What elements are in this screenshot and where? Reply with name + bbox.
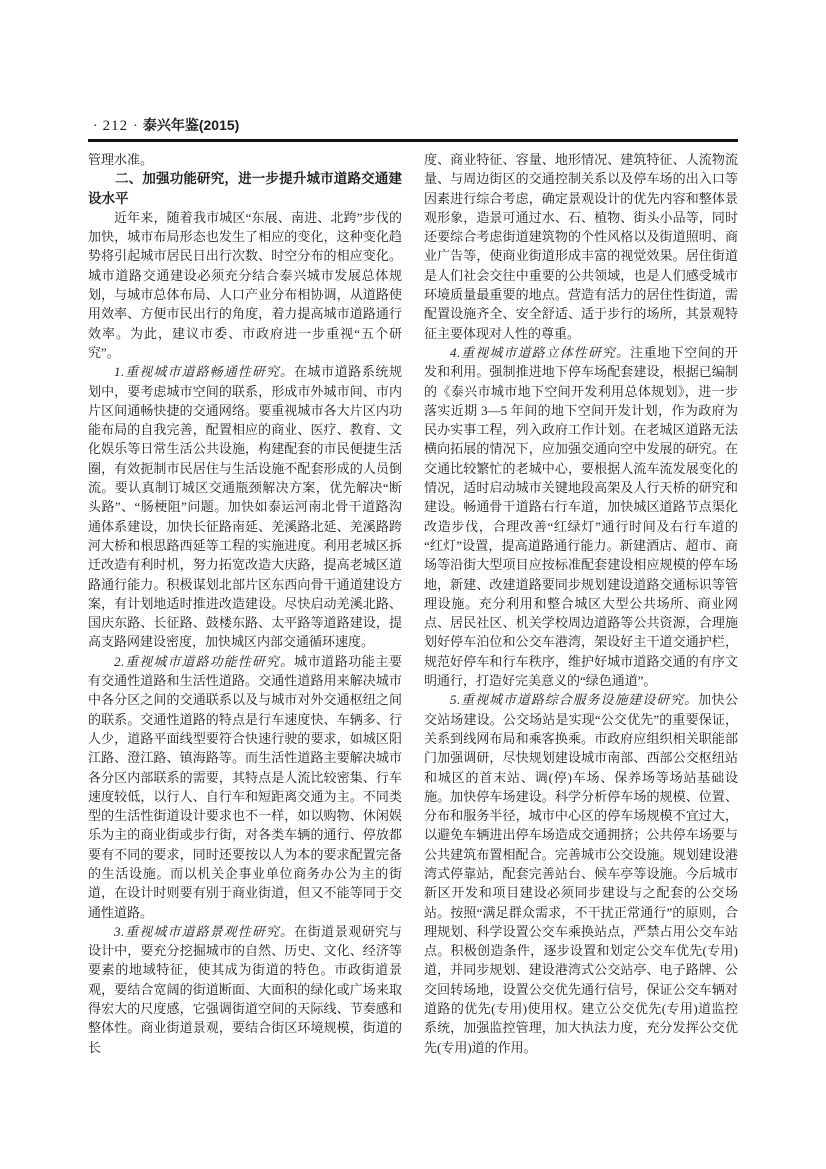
text-body (88, 150, 738, 1065)
item-text: 城市道路功能主要有交通性道路和生活性道路。交通性道路用来解决城市中各分区之间的交通联系以及与城市对外交通枢纽之间的联系。交通性道路的特点是行车速度快、车辆多、行人少，道路平面线型要符合快速行驶的要求，如城区阳江路、澄江路、镇海路等。而生活性道路主要解决城市各分区内部联系的需要，其特点是人流比较密集、行车速度较低，以行人、自行车和短距离交通为主。不同类型的生活性街道设计要求也不一样，如以购物、休闲娱乐为主的商业街或步行街，对各类车辆的通行、停放都要有不同的要求，同时还要按以人为本的要求配置完备的生活设施。而以机关企事业单位商务办公为主的街道，在设计时则要有别于商业街道，但又不能等同于交通性道路。 (88, 653, 402, 920)
item-paragraph (88, 652, 402, 922)
body-paragraph: 管理水准。 (88, 152, 154, 167)
item-lead: 1.重视城市道路畅通性研究。 (114, 364, 295, 380)
item-lead: 3.重视城市道路景观性研究。 (114, 923, 295, 939)
item-lead: 4.重视城市道路立体性研究。 (450, 344, 631, 360)
column-right (424, 150, 738, 1065)
body-paragraph: 度、商业特征、容量、地形情况、建筑特征、人流物流量、与周边街区的交通控制关系以及停车场的出入口等因素进行综合考虑，确定景观设计的优先内容和整体景观形象，造景可通过水、石、植物、街头小品等，同时还要综合考虑街道建筑物的个性风格以及街道照明、商业广告等，使商业街道形成丰富的视觉效果。居住街道是人们社会交往中重要的公共领域，也是人们感受城市环境质量最重要的地点。营造有活力的居住性街道，需配置设施齐全、安全舒适、适于步行的场所，其景观特征主要体现对人性的尊重。 (424, 152, 738, 341)
item-paragraph (424, 690, 738, 1057)
item-paragraph (424, 343, 738, 690)
column-left (88, 150, 402, 1065)
header-right-dot: · (133, 119, 138, 134)
item-text: 加快公交站场建设。公交场站是实现“公交优先”的重要保证，关系到线网布局和乘客换乘。市政府应组织相关职能部门加强调研，尽快规划建设城市南部、西部公交枢纽站和城区的首末站、调(停)车场、保养场等场站基础设施。加快停车场建设。科学分析停车场的规模、位置、分布和服务半径，城市中心区的停车场规模不宜过大，以避免车辆进出停车场造成交通拥挤；公共停车场要与公共建筑布置相配合。完善城市公交设施。规划建设港湾式停靠站，配套完善站台、候车亭等设施。今后城市新区开发和项目建设必须同步建设与之配套的公交场站。按照“满足群众需求，不干扰正常通行”的原则，合理规划、科学设置公交车乘换站点，严禁占用公交车站点。积极创造条件，逐步设置和划定公交车优先(专用)道，并同步规划、建设港湾式公交站亭、电子路牌、公交回转场地，设置公交优先通行信号，保证公交车辆对道路的优先(专用)使用权。建立公交优先(专用)道监控系统，加强监控管理，加大执法力度，充分发挥公交优先(专用)道的作用。 (424, 692, 738, 1055)
book-title: 泰兴年鉴(2015) (142, 117, 240, 133)
item-lead: 5.重视城市道路综合服务设施建设研究。 (450, 692, 699, 708)
header-left-dot: · (93, 119, 98, 134)
item-lead: 2.重视城市道路功能性研究。 (114, 653, 295, 669)
item-paragraph (88, 922, 402, 1057)
item-text: 注重地下空间的开发和利用。强制推进地下停车场配套建设，根据已编制的《泰兴市城市地下空间开发利用总体规划》，进一步落实近期 3—5 年间的地下空间开发计划，作为政府为民办实事工程，列入政府工作计划。在老城区道路无法横向拓展的情况下，应加强交通向空中发展的研究。在交通比较繁忙的老城中心，要根据人流车流发展变化的情况，适时启动城市关键地段高架及人行天桥的研究和建设。畅通骨干道路右行车道，加快城区道路节点渠化改造步伐，合理改善“红绿灯”通行时间及右行车道的“红灯”设置，提高道路通行能力。新建酒店、超市、商场等沿街大型项目应按标准配套建设相应规模的停车场地，新建、改建道路要同步规划建设道路交通标识等管理设施。充分利用和整合城区大型公共场所、商业网点、居民社区、机关学校周边道路等公共资源，合理施划好停车泊位和公交车港湾，架设好主干道交通护栏，规范好停车和行车秩序，维护好城市道路交通的有序文明通行，打造好完美意义的“绿色通道”。 (424, 344, 738, 689)
running-head (88, 116, 738, 136)
item-text: 在城市道路系统规划中，要考虑城市空间的联系，形成市外城市间、市内片区间通畅快捷的交通网络。要重视城市各大片区内功能布局的自我完善，配置相应的商业、医疗、教育、文化娱乐等日常生活公共设施，构建配套的市民便捷生活圈，有效扼制市民居住与生活设施不配套形成的人员倒流。要认真制订城区交通瓶颈解决方案，优先解决“断头路”、“肠梗阻”问题。加快如泰运河南北骨干道路沟通体系建设，加快长征路南延、羌溪路北延、羌溪路跨河大桥和根思路西延等工程的实施进度。利用老城区拆迁改造有利时机，努力拓宽改造大庆路，提高老城区道路通行能力。积极谋划北部片区东西向骨干通道建设方案，有计划地适时推进改造建设。尽快启动羌溪北路、国庆东路、长征路、鼓楼东路、太平路等道路建设，提高支路网建设密度，加快城区内部交通循环速度。 (88, 364, 402, 650)
page-number: 212 (102, 118, 129, 134)
section-heading: 二、加强功能研究，进一步提升城市道路交通建设水平 (88, 171, 402, 206)
item-text: 在街道景观研究与设计中，要充分挖掘城市的自然、历史、文化、经济等要素的地域特征，使其成为街道的特色。市政街道景观，要结合宽阔的街道断面、大面积的绿化或广场来取得宏大的尺度感，它强调街道空间的天际线、节奏感和整体性。商业街道景观，要结合街区环境规模，街道的长 (88, 923, 402, 1055)
body-paragraph: 近年来，随着我市城区“东展、南进、北跨”步伐的加快，城市布局形态也发生了相应的变化，这种变化趋势将引起城市居民日出行次数、时空分布的相应变化。城市道路交通建设必须充分结合泰兴城市发展总体规划，与城市总体布局、人口产业分布相协调，从道路使用效率、方便市民出行的角度，着力提高城市道路通行效率。为此，建议市委、市政府进一步重视“五个研究”。 (88, 209, 402, 360)
header-rule (88, 139, 738, 142)
item-paragraph (88, 362, 402, 651)
